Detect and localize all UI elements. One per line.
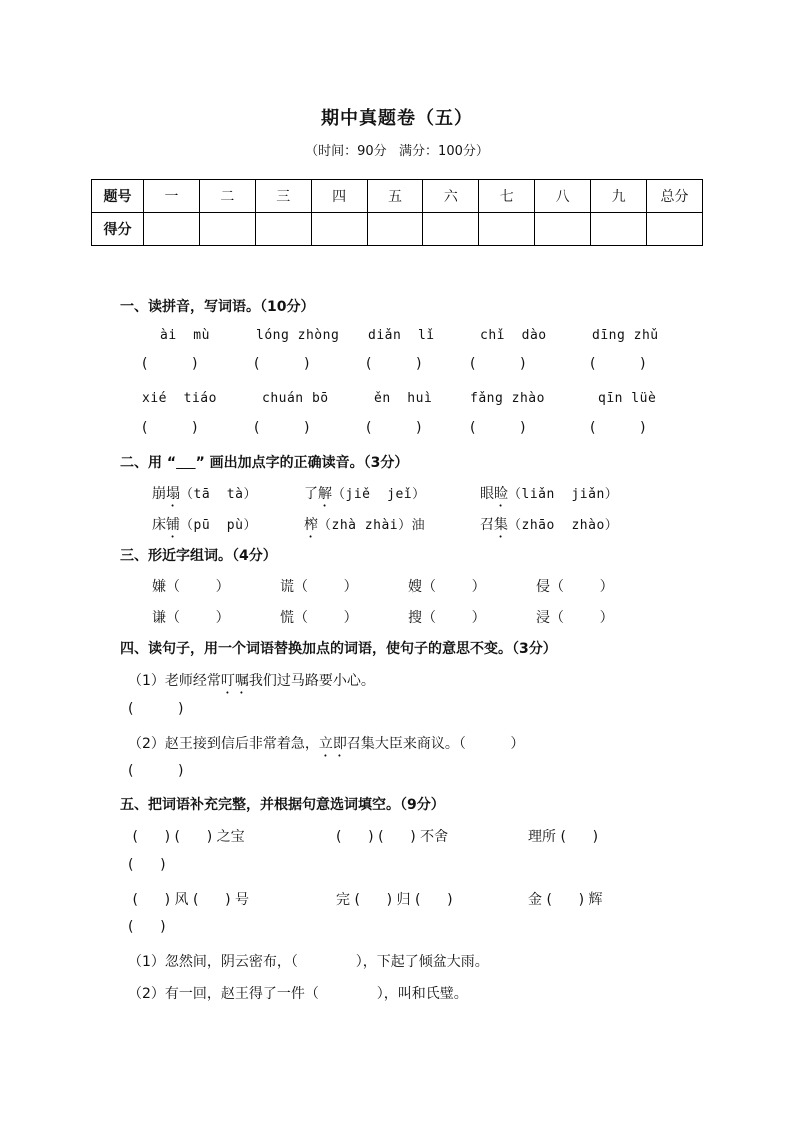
dotted-word: 叮嘱 bbox=[220, 673, 249, 689]
q4-sentence-1: （1）老师经常叮嘱我们过马路要小心。 bbox=[128, 673, 375, 689]
score-col: 六 bbox=[423, 180, 479, 213]
pinyin: diǎn lǐ bbox=[368, 328, 435, 343]
score-cell[interactable] bbox=[255, 213, 311, 246]
pinyin: qīn lüè bbox=[598, 391, 657, 406]
dotted-char: 塌 bbox=[166, 486, 180, 502]
answer-blank[interactable]: ( ) bbox=[142, 356, 198, 372]
score-cell[interactable] bbox=[479, 213, 535, 246]
q4-sentence-2: （2）赵王接到信后非常着急，立即召集大臣来商议。（ ） bbox=[128, 736, 525, 752]
q5-sentence-2[interactable]: （2）有一回，赵王得了一件（ ），叫和氏璧。 bbox=[128, 986, 468, 1002]
pinyin: xié tiáo bbox=[142, 391, 217, 406]
dotted-char: 榨 bbox=[304, 517, 318, 533]
q1-title: 一、读拼音，写词语。（10分） bbox=[120, 299, 315, 315]
score-cell[interactable] bbox=[535, 213, 591, 246]
reading-item: 眼睑（liǎn jiǎn） bbox=[480, 486, 619, 502]
idiom-fill[interactable]: 理所 ( ) bbox=[528, 829, 599, 845]
answer-blank[interactable]: ( ) bbox=[470, 356, 526, 372]
pinyin: fǎng zhào bbox=[470, 391, 545, 406]
reading-item: 床铺（pū pù） bbox=[152, 517, 257, 533]
reading-item: 了解（jiě jeǐ） bbox=[304, 486, 426, 502]
word-group-item[interactable]: 搜（ ） bbox=[408, 610, 486, 626]
dotted-char: 铺 bbox=[166, 517, 180, 533]
word-group-item[interactable]: 浸（ ） bbox=[536, 610, 614, 626]
score-col: 总分 bbox=[647, 180, 703, 213]
idiom-fill[interactable]: ( ) ( ) 之宝 bbox=[128, 829, 245, 845]
score-table-row-label: 得分 bbox=[92, 213, 144, 246]
answer-blank[interactable]: ( ) bbox=[254, 420, 310, 436]
score-col: 七 bbox=[479, 180, 535, 213]
q5-sentence-1[interactable]: （1）忽然间，阴云密布，（ ），下起了倾盆大雨。 bbox=[128, 954, 489, 970]
q5-title: 五、把词语补充完整，并根据句意选词填空。（9分） bbox=[120, 797, 445, 813]
answer-blank[interactable]: ( ) bbox=[128, 701, 184, 717]
answer-blank[interactable]: ( ) bbox=[366, 420, 422, 436]
score-col: 五 bbox=[367, 180, 423, 213]
underline-sample bbox=[176, 455, 196, 471]
score-col: 四 bbox=[311, 180, 367, 213]
score-table-score-row bbox=[92, 213, 703, 246]
answer-blank[interactable]: ( ) bbox=[470, 420, 526, 436]
dotted-char: 解 bbox=[318, 486, 332, 502]
answer-blank[interactable]: ( ) bbox=[366, 356, 422, 372]
word-group-item[interactable]: 侵（ ） bbox=[536, 579, 614, 595]
score-cell[interactable] bbox=[423, 213, 479, 246]
answer-blank[interactable]: ( ) bbox=[590, 420, 646, 436]
score-col: 二 bbox=[199, 180, 255, 213]
score-cell[interactable] bbox=[144, 213, 200, 246]
idiom-fill[interactable]: ( ) bbox=[128, 919, 166, 935]
reading-item: 榨（zhà zhài）油 bbox=[304, 517, 426, 533]
word-group-item[interactable]: 谎（ ） bbox=[280, 579, 358, 595]
pinyin: chǐ dào bbox=[480, 328, 547, 343]
dotted-char: 集 bbox=[494, 517, 508, 533]
dotted-word: 立即 bbox=[318, 736, 347, 752]
score-cell[interactable] bbox=[647, 213, 703, 246]
page-subtitle: （时间：90分 满分：100分） bbox=[305, 144, 489, 159]
idiom-fill[interactable]: ( ) 风 ( ) 号 bbox=[128, 892, 250, 908]
q2-title-b: ” 画出加点字的正确读音。（3分） bbox=[195, 455, 409, 471]
answer-blank[interactable]: ( ) bbox=[128, 763, 184, 779]
q2-title bbox=[120, 452, 408, 472]
q4-title: 四、读句子，用一个词语替换加点的词语，使句子的意思不变。（3分） bbox=[120, 641, 557, 657]
q3-title: 三、形近字组词。（4分） bbox=[120, 548, 277, 564]
reading-item: 召集（zhāo zhào） bbox=[480, 517, 619, 533]
answer-blank[interactable]: ( ) bbox=[254, 356, 310, 372]
score-cell[interactable] bbox=[367, 213, 423, 246]
dotted-char: 睑 bbox=[494, 486, 508, 502]
score-col: 九 bbox=[591, 180, 647, 213]
score-cell[interactable] bbox=[311, 213, 367, 246]
idiom-fill[interactable]: ( ) bbox=[128, 857, 166, 873]
score-cell[interactable] bbox=[591, 213, 647, 246]
reading-item: 崩塌（tā tà） bbox=[152, 486, 257, 502]
word-group-item[interactable]: 嫌（ ） bbox=[152, 579, 230, 595]
word-group-item[interactable]: 嫂（ ） bbox=[408, 579, 486, 595]
score-table bbox=[91, 179, 703, 246]
score-cell[interactable] bbox=[199, 213, 255, 246]
idiom-fill[interactable]: ( ) ( ) 不舍 bbox=[336, 829, 449, 845]
page-title: 期中真题卷（五） bbox=[321, 108, 473, 129]
score-table-row-label: 题号 bbox=[92, 180, 144, 213]
pinyin: lóng zhòng bbox=[256, 328, 340, 343]
word-group-item[interactable]: 慌（ ） bbox=[280, 610, 358, 626]
answer-blank[interactable]: ( ) bbox=[142, 420, 198, 436]
idiom-fill[interactable]: 完 ( ) 归 ( ) bbox=[336, 892, 453, 908]
word-group-item[interactable]: 谦（ ） bbox=[152, 610, 230, 626]
q2-title-a: 二、用 “ bbox=[120, 455, 177, 471]
answer-blank[interactable]: ( ) bbox=[590, 356, 646, 372]
pinyin: ài mù bbox=[160, 328, 210, 343]
idiom-fill[interactable]: 金 ( ) 辉 bbox=[528, 892, 603, 908]
pinyin: ěn huì bbox=[374, 391, 433, 406]
pinyin: chuán bō bbox=[262, 391, 329, 406]
score-col: 三 bbox=[255, 180, 311, 213]
score-table-header-row bbox=[92, 180, 703, 213]
pinyin: dīng zhǔ bbox=[592, 328, 659, 343]
score-col: 一 bbox=[144, 180, 200, 213]
score-col: 八 bbox=[535, 180, 591, 213]
